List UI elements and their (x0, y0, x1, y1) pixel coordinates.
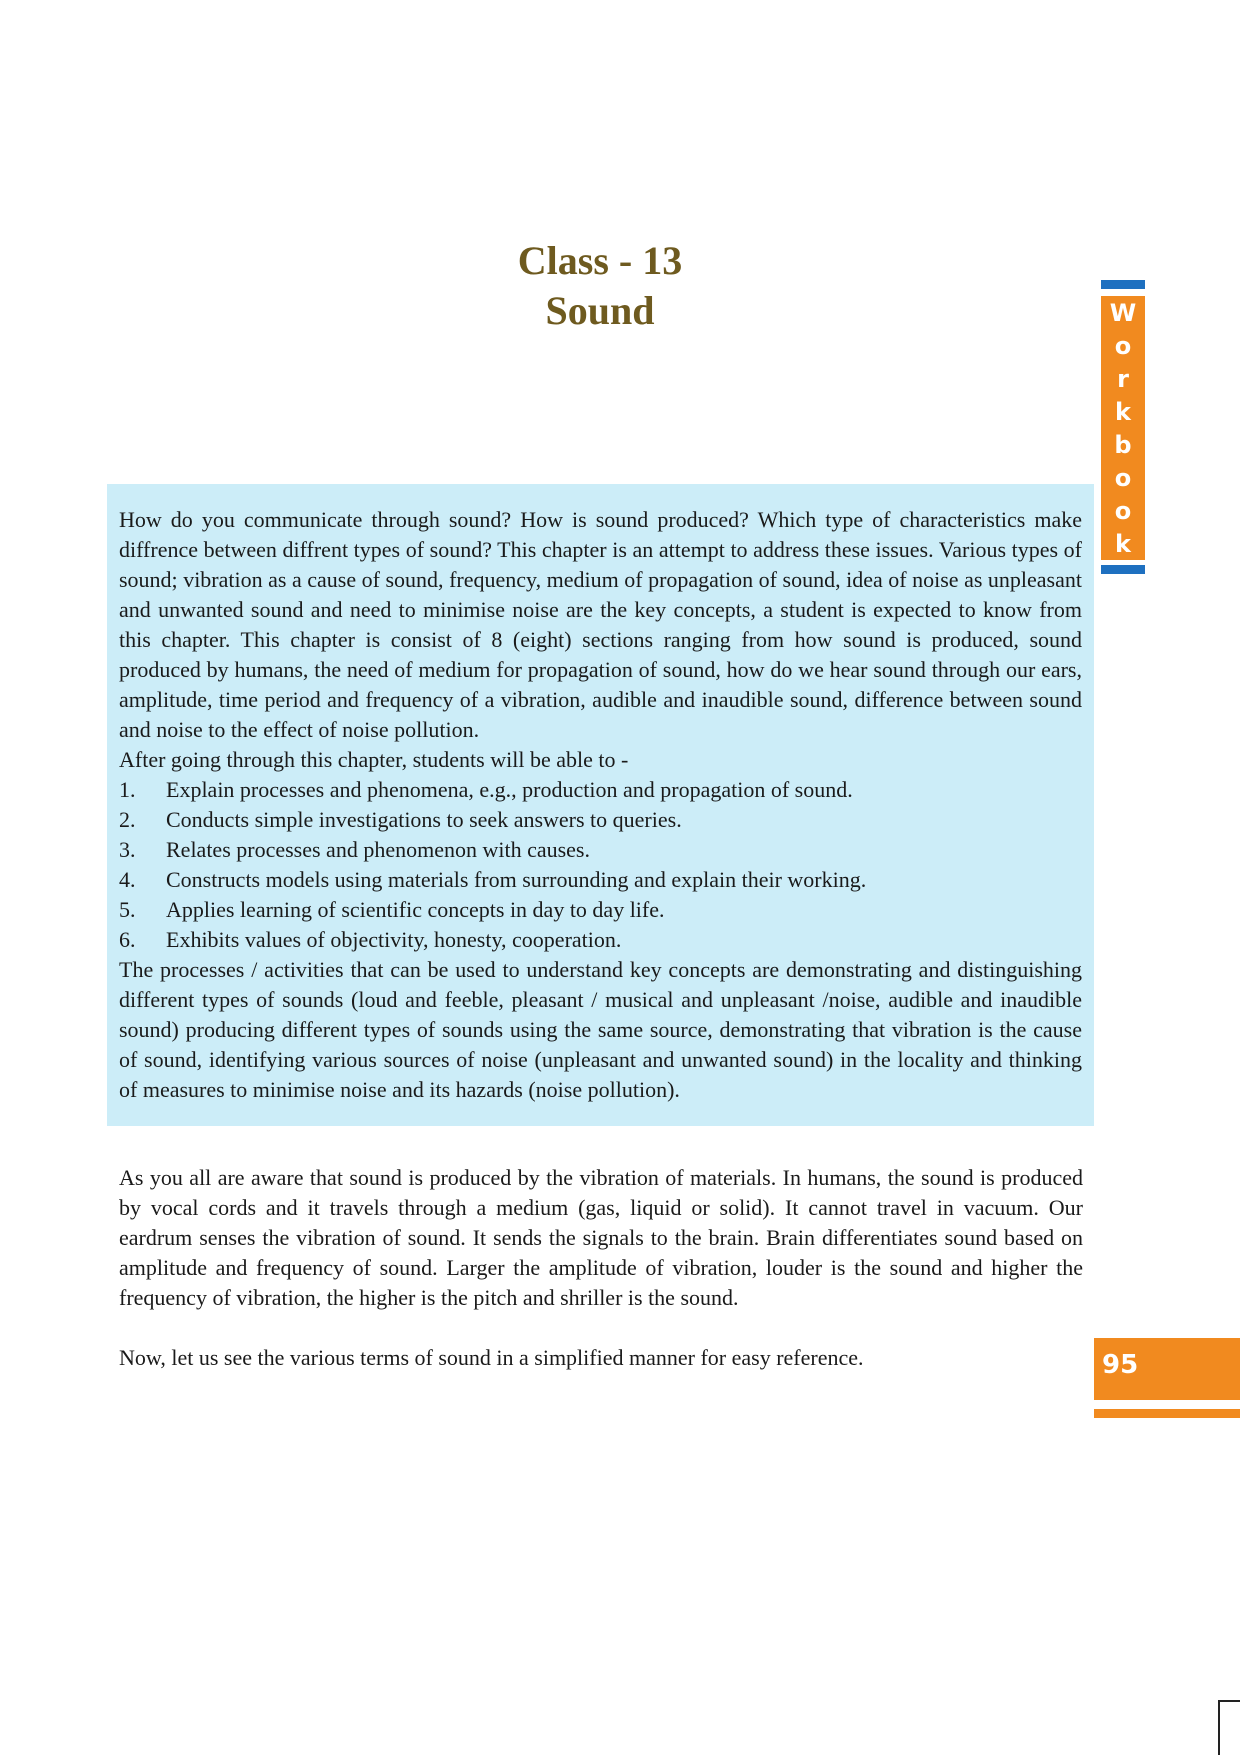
objective-text: Constructs models using materials from surrounding and explain their working. (166, 867, 867, 892)
side-tab-letter: o (1114, 463, 1132, 492)
processes-paragraph: The processes / activities that can be used to understand key concepts are demonstrating and distinguishing different types of sounds (loud and feeble, pleasant / musical and unpleasant /noise, audible and inaudible sound) producing different types of sounds using the same source, demonstrating that vibration is the cause of sound, identifying various sources of noise (unpleasant and unwanted sound) in the locality and thinking of measures to minimise noise and its hazards (noise pollution). (119, 957, 1082, 1102)
objective-item (119, 925, 1082, 955)
page-number: 95 (1094, 1338, 1240, 1400)
objective-number: 2. (119, 807, 136, 832)
crop-mark (1218, 1700, 1240, 1702)
objective-text: Relates processes and phenomenon with causes. (166, 837, 590, 862)
body-paragraph-2: Now, let us see the various terms of sound in a simplified manner for easy reference. (119, 1345, 864, 1370)
objective-text: Explain processes and phenomena, e.g., production and propagation of sound. (166, 777, 853, 802)
side-tab-letter: o (1114, 496, 1132, 525)
objective-number: 5. (119, 897, 136, 922)
objective-text: Exhibits values of objectivity, honesty, cooperation. (166, 927, 622, 952)
side-tab-bottom-rule (1101, 565, 1145, 574)
objective-number: 1. (119, 777, 136, 802)
class-heading: Class - 13 (517, 238, 683, 283)
objective-text: Conducts simple investigations to seek answers to queries. (166, 807, 682, 832)
side-tab-letter: r (1117, 364, 1129, 393)
crop-mark (1218, 1700, 1220, 1755)
topic-heading: Sound (545, 288, 655, 333)
objectives-lead: After going through this chapter, students will be able to - (119, 747, 629, 772)
body-paragraph-1: As you all are aware that sound is produced by the vibration of materials. In humans, the sound is produced by vocal cords and it travels through a medium (gas, liquid or solid). It cannot travel in vacuum. Our eardrum senses the vibration of sound. It sends the signals to the brain. Brain differentiates sound based on amplitude and frequency of sound. Larger the amplitude of vibration, louder is the sound and higher the frequency of vibration, the higher is the pitch and shriller is the sound. (119, 1165, 1083, 1310)
objectives-list (119, 775, 1082, 955)
chapter-title (300, 236, 900, 336)
objective-number: 3. (119, 837, 136, 862)
workbook-side-tab (1101, 296, 1145, 560)
side-tab-letter: o (1114, 331, 1132, 360)
objective-item (119, 775, 1082, 805)
side-tab-letter: k (1115, 529, 1131, 558)
side-tab-letter: b (1114, 430, 1132, 459)
objective-item (119, 865, 1082, 895)
side-tab-letter: W (1109, 298, 1137, 327)
objective-item (119, 805, 1082, 835)
side-tab-top-rule (1101, 280, 1145, 289)
page-number-rule (1094, 1409, 1240, 1418)
objective-item (119, 895, 1082, 925)
objective-item (119, 835, 1082, 865)
objective-number: 4. (119, 867, 136, 892)
objective-number: 6. (119, 927, 136, 952)
side-tab-letter: k (1115, 397, 1131, 426)
intro-paragraph: How do you communicate through sound? How is sound produced? Which type of characteristics make diffrence between diffrent types of sound? This chapter is an attempt to address these issues. Various types of sound; vibration as a cause of sound, frequency, medium of propagation of sound, idea of noise as unpleasant and unwanted sound and need to minimise noise are the key concepts, a student is expected to know from this chapter. This chapter is consist of 8 (eight) sections ranging from how sound is produced, sound produced by humans, the need of medium for propagation of sound, how do we hear sound through our ears, amplitude, time period and frequency of a vibration, audible and inaudible sound, difference between sound and noise to the effect of noise pollution. (119, 507, 1082, 742)
chapter-intro-box (107, 484, 1094, 1126)
body-section (119, 1163, 1083, 1373)
objective-text: Applies learning of scientific concepts in day to day life. (166, 897, 665, 922)
